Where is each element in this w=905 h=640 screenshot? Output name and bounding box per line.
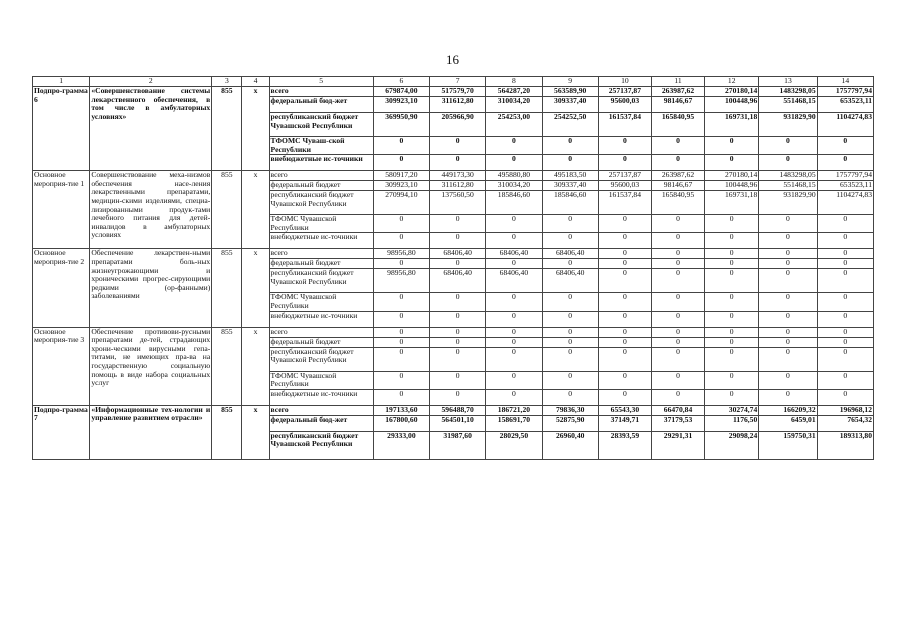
amount-cell: 311612,80 xyxy=(430,97,486,113)
amount-cell: 0 xyxy=(705,371,759,389)
amount-cell: 0 xyxy=(651,311,704,327)
amount-cell: 1104274,83 xyxy=(817,113,873,137)
amount-cell: 254253,00 xyxy=(486,113,542,137)
amount-cell: 0 xyxy=(598,327,651,337)
amount-cell: 0 xyxy=(759,293,817,311)
amount-cell: 0 xyxy=(542,155,598,171)
column-header: 13 xyxy=(759,77,817,87)
title-cell: Совершенствование меха-низмов обеспечения насе-ления лекарственными препаратами, медицин-скими изделиями, специа-лизированными продук-тами лечебного питания для детей-инвалидов в амбулаторных условиях xyxy=(90,171,212,249)
funding-source-cell: федеральный бюджет xyxy=(269,337,373,347)
program-cell: Подпро-грамма 6 xyxy=(33,87,90,171)
amount-cell: 0 xyxy=(486,293,542,311)
amount-cell: 0 xyxy=(705,347,759,371)
amount-cell: 0 xyxy=(486,347,542,371)
amount-cell: 0 xyxy=(430,155,486,171)
amount-cell: 0 xyxy=(430,337,486,347)
amount-cell: 0 xyxy=(817,311,873,327)
column-header: 3 xyxy=(212,77,242,87)
amount-cell: 653523,11 xyxy=(817,181,873,191)
column-header: 8 xyxy=(486,77,542,87)
amount-cell: 0 xyxy=(598,155,651,171)
amount-cell: 0 xyxy=(373,371,429,389)
amount-cell: 0 xyxy=(651,155,704,171)
x-cell: x xyxy=(242,327,269,405)
amount-cell: 0 xyxy=(486,327,542,337)
x-cell: x xyxy=(242,87,269,171)
funding-source-cell: федеральный бюд-жет xyxy=(269,415,373,431)
amount-cell: 0 xyxy=(430,137,486,155)
title-cell: «Совершенствование системы лекарственного обеспечения, в том числе в амбулаторных условиях» xyxy=(90,87,212,171)
amount-cell: 68406,40 xyxy=(430,269,486,293)
amount-cell: 185846,60 xyxy=(542,191,598,215)
funding-source-cell: внебюджетные ис-точники xyxy=(269,389,373,405)
amount-cell: 517579,70 xyxy=(430,87,486,97)
column-header: 6 xyxy=(373,77,429,87)
amount-cell: 197133,60 xyxy=(373,405,429,415)
amount-cell: 68406,40 xyxy=(430,249,486,259)
amount-cell: 0 xyxy=(705,293,759,311)
amount-cell: 0 xyxy=(486,311,542,327)
amount-cell: 0 xyxy=(705,337,759,347)
title-cell: Обеспечение лекарствен-ными препаратами боль-ных жизнеугрожающими и хроническими прогрес-сирующими редкими (ор-фанными) заболеваниями xyxy=(90,249,212,327)
funding-source-cell: ТФОМС Чувашской Республики xyxy=(269,215,373,233)
amount-cell: 0 xyxy=(705,215,759,233)
amount-cell: 931829,90 xyxy=(759,191,817,215)
amount-cell: 254252,50 xyxy=(542,113,598,137)
amount-cell: 30274,74 xyxy=(705,405,759,415)
amount-cell: 0 xyxy=(817,327,873,337)
amount-cell: 0 xyxy=(817,389,873,405)
funding-source-cell: федеральный бюджет xyxy=(269,259,373,269)
amount-cell: 0 xyxy=(542,389,598,405)
title-cell: «Информационные тех-нологии и управление развитием отрасли» xyxy=(90,405,212,459)
amount-cell: 263987,62 xyxy=(651,171,704,181)
funding-source-cell: ТФОМС Чуваш-ской Республики xyxy=(269,137,373,155)
amount-cell: 0 xyxy=(373,293,429,311)
amount-cell: 0 xyxy=(817,155,873,171)
amount-cell: 551468,15 xyxy=(759,97,817,113)
amount-cell: 185846,60 xyxy=(486,191,542,215)
table-row xyxy=(33,87,874,97)
amount-cell: 257137,87 xyxy=(598,87,651,97)
amount-cell: 309337,40 xyxy=(542,97,598,113)
amount-cell: 29333,00 xyxy=(373,431,429,459)
amount-cell: 0 xyxy=(651,269,704,293)
funding-source-cell: республиканский бюджет Чувашской Республики xyxy=(269,431,373,459)
amount-cell: 369950,90 xyxy=(373,113,429,137)
amount-cell: 580917,20 xyxy=(373,171,429,181)
amount-cell: 0 xyxy=(430,293,486,311)
amount-cell: 0 xyxy=(542,371,598,389)
funding-source-cell: федеральный бюд-жет xyxy=(269,97,373,113)
amount-cell: 7654,32 xyxy=(817,415,873,431)
amount-cell: 161537,84 xyxy=(598,113,651,137)
amount-cell: 0 xyxy=(486,155,542,171)
column-header: 2 xyxy=(90,77,212,87)
amount-cell: 165840,95 xyxy=(651,113,704,137)
column-header: 1 xyxy=(33,77,90,87)
amount-cell: 0 xyxy=(373,389,429,405)
amount-cell: 0 xyxy=(759,137,817,155)
amount-cell: 0 xyxy=(817,249,873,259)
amount-cell: 0 xyxy=(486,137,542,155)
amount-cell: 0 xyxy=(486,259,542,269)
amount-cell: 0 xyxy=(705,311,759,327)
program-cell: Основное мероприя-тие 3 xyxy=(33,327,90,405)
amount-cell: 137560,50 xyxy=(430,191,486,215)
budget-code-cell: 855 xyxy=(212,171,242,249)
funding-source-cell: всего xyxy=(269,87,373,97)
table-row xyxy=(33,171,874,181)
amount-cell: 0 xyxy=(759,371,817,389)
amount-cell: 196968,12 xyxy=(817,405,873,415)
amount-cell: 0 xyxy=(817,293,873,311)
amount-cell: 205966,90 xyxy=(430,113,486,137)
amount-cell: 0 xyxy=(430,259,486,269)
amount-cell: 0 xyxy=(651,233,704,249)
amount-cell: 0 xyxy=(373,311,429,327)
amount-cell: 0 xyxy=(705,269,759,293)
column-header: 14 xyxy=(817,77,873,87)
amount-cell: 158691,70 xyxy=(486,415,542,431)
column-header: 12 xyxy=(705,77,759,87)
amount-cell: 0 xyxy=(430,233,486,249)
amount-cell: 0 xyxy=(817,347,873,371)
amount-cell: 1483298,05 xyxy=(759,87,817,97)
funding-source-cell: всего xyxy=(269,171,373,181)
amount-cell: 0 xyxy=(430,371,486,389)
amount-cell: 0 xyxy=(598,215,651,233)
funding-source-cell: всего xyxy=(269,405,373,415)
amount-cell: 98956,80 xyxy=(373,249,429,259)
amount-cell: 98146,67 xyxy=(651,97,704,113)
amount-cell: 0 xyxy=(373,347,429,371)
amount-cell: 0 xyxy=(598,233,651,249)
amount-cell: 0 xyxy=(705,233,759,249)
budget-code-cell: 855 xyxy=(212,327,242,405)
amount-cell: 28393,59 xyxy=(598,431,651,459)
amount-cell: 0 xyxy=(759,259,817,269)
amount-cell: 0 xyxy=(542,337,598,347)
funding-source-cell: ТФОМС Чувашской Республики xyxy=(269,293,373,311)
x-cell: x xyxy=(242,405,269,459)
amount-cell: 270180,14 xyxy=(705,87,759,97)
amount-cell: 0 xyxy=(651,347,704,371)
amount-cell: 0 xyxy=(817,259,873,269)
amount-cell: 1104274,83 xyxy=(817,191,873,215)
amount-cell: 0 xyxy=(373,259,429,269)
funding-source-cell: всего xyxy=(269,249,373,259)
amount-cell: 0 xyxy=(759,347,817,371)
amount-cell: 52875,90 xyxy=(542,415,598,431)
amount-cell: 0 xyxy=(759,249,817,259)
table-body xyxy=(33,87,874,460)
program-cell: Подпро-грамма 7 xyxy=(33,405,90,459)
column-header: 9 xyxy=(542,77,598,87)
amount-cell: 0 xyxy=(373,137,429,155)
title-cell: Обеспечение противови-русными препаратами де-тей, страдающих хрони-ческими вирусными гепа-титами, не имеющих пра-ва на государственную социальную помощь в виде набора социальных услуг xyxy=(90,327,212,405)
amount-cell: 931829,90 xyxy=(759,113,817,137)
amount-cell: 37179,53 xyxy=(651,415,704,431)
amount-cell: 0 xyxy=(817,215,873,233)
page-number: 16 xyxy=(446,52,459,67)
column-header: 7 xyxy=(430,77,486,87)
funding-source-cell: республиканский бюджет Чувашской Республики xyxy=(269,113,373,137)
amount-cell: 0 xyxy=(817,233,873,249)
amount-cell: 0 xyxy=(759,215,817,233)
amount-cell: 0 xyxy=(598,371,651,389)
amount-cell: 28029,50 xyxy=(486,431,542,459)
amount-cell: 166209,32 xyxy=(759,405,817,415)
amount-cell: 0 xyxy=(486,337,542,347)
funding-source-cell: ТФОМС Чувашской Республики xyxy=(269,371,373,389)
amount-cell: 29098,24 xyxy=(705,431,759,459)
amount-cell: 1757797,94 xyxy=(817,87,873,97)
amount-cell: 0 xyxy=(705,155,759,171)
amount-cell: 309337,40 xyxy=(542,181,598,191)
program-cell: Основное мероприя-тие 1 xyxy=(33,171,90,249)
amount-cell: 100448,96 xyxy=(705,181,759,191)
amount-cell: 100448,96 xyxy=(705,97,759,113)
amount-cell: 449173,30 xyxy=(430,171,486,181)
amount-cell: 37149,71 xyxy=(598,415,651,431)
amount-cell: 563589,90 xyxy=(542,87,598,97)
amount-cell: 0 xyxy=(598,137,651,155)
amount-cell: 68406,40 xyxy=(486,249,542,259)
amount-cell: 95600,03 xyxy=(598,181,651,191)
amount-cell: 167800,60 xyxy=(373,415,429,431)
amount-cell: 98146,67 xyxy=(651,181,704,191)
amount-cell: 0 xyxy=(759,327,817,337)
amount-cell: 311612,80 xyxy=(430,181,486,191)
program-cell: Основное мероприя-тие 2 xyxy=(33,249,90,327)
amount-cell: 0 xyxy=(542,327,598,337)
amount-cell: 495183,50 xyxy=(542,171,598,181)
funding-source-cell: внебюджетные ис-точники xyxy=(269,155,373,171)
amount-cell: 0 xyxy=(759,389,817,405)
amount-cell: 310034,20 xyxy=(486,97,542,113)
amount-cell: 0 xyxy=(542,347,598,371)
column-header: 4 xyxy=(242,77,269,87)
amount-cell: 0 xyxy=(817,337,873,347)
amount-cell: 79836,30 xyxy=(542,405,598,415)
amount-cell: 161537,84 xyxy=(598,191,651,215)
amount-cell: 66470,84 xyxy=(651,405,704,415)
column-number-row xyxy=(33,77,874,87)
amount-cell: 310034,20 xyxy=(486,181,542,191)
amount-cell: 0 xyxy=(430,215,486,233)
amount-cell: 6459,01 xyxy=(759,415,817,431)
amount-cell: 0 xyxy=(651,249,704,259)
amount-cell: 29291,31 xyxy=(651,431,704,459)
amount-cell: 0 xyxy=(486,371,542,389)
amount-cell: 0 xyxy=(373,215,429,233)
amount-cell: 0 xyxy=(759,337,817,347)
amount-cell: 189313,80 xyxy=(817,431,873,459)
amount-cell: 0 xyxy=(486,389,542,405)
amount-cell: 309923,10 xyxy=(373,97,429,113)
amount-cell: 0 xyxy=(542,293,598,311)
x-cell: x xyxy=(242,171,269,249)
x-cell: x xyxy=(242,249,269,327)
amount-cell: 0 xyxy=(817,137,873,155)
amount-cell: 1757797,94 xyxy=(817,171,873,181)
amount-cell: 653523,11 xyxy=(817,97,873,113)
amount-cell: 1176,50 xyxy=(705,415,759,431)
amount-cell: 0 xyxy=(598,347,651,371)
amount-cell: 263987,62 xyxy=(651,87,704,97)
table-row xyxy=(33,327,874,337)
budget-table xyxy=(32,76,874,460)
funding-source-cell: республиканский бюджет Чувашской Республики xyxy=(269,191,373,215)
column-header: 11 xyxy=(651,77,704,87)
amount-cell: 0 xyxy=(598,293,651,311)
amount-cell: 0 xyxy=(651,137,704,155)
amount-cell: 0 xyxy=(598,269,651,293)
amount-cell: 0 xyxy=(759,311,817,327)
amount-cell: 169731,18 xyxy=(705,113,759,137)
amount-cell: 186721,20 xyxy=(486,405,542,415)
amount-cell: 0 xyxy=(651,327,704,337)
amount-cell: 564501,10 xyxy=(430,415,486,431)
budget-code-cell: 855 xyxy=(212,405,242,459)
amount-cell: 0 xyxy=(651,337,704,347)
amount-cell: 0 xyxy=(430,389,486,405)
amount-cell: 1483298,05 xyxy=(759,171,817,181)
table-row xyxy=(33,249,874,259)
amount-cell: 68406,40 xyxy=(542,269,598,293)
amount-cell: 31987,60 xyxy=(430,431,486,459)
amount-cell: 26960,40 xyxy=(542,431,598,459)
amount-cell: 0 xyxy=(651,293,704,311)
amount-cell: 0 xyxy=(373,337,429,347)
amount-cell: 0 xyxy=(705,389,759,405)
funding-source-cell: внебюджетные ис-точники xyxy=(269,311,373,327)
funding-source-cell: внебюджетные ис-точники xyxy=(269,233,373,249)
budget-code-cell: 855 xyxy=(212,87,242,171)
funding-source-cell: республиканский бюджет Чувашской Республики xyxy=(269,347,373,371)
amount-cell: 270994,10 xyxy=(373,191,429,215)
amount-cell: 564287,20 xyxy=(486,87,542,97)
amount-cell: 495880,80 xyxy=(486,171,542,181)
amount-cell: 0 xyxy=(430,311,486,327)
amount-cell: 169731,18 xyxy=(705,191,759,215)
amount-cell: 270180,14 xyxy=(705,171,759,181)
amount-cell: 0 xyxy=(817,269,873,293)
amount-cell: 0 xyxy=(598,259,651,269)
amount-cell: 0 xyxy=(542,259,598,269)
amount-cell: 0 xyxy=(759,233,817,249)
amount-cell: 159750,31 xyxy=(759,431,817,459)
amount-cell: 0 xyxy=(705,249,759,259)
amount-cell: 0 xyxy=(373,327,429,337)
amount-cell: 0 xyxy=(430,347,486,371)
amount-cell: 0 xyxy=(373,233,429,249)
amount-cell: 0 xyxy=(651,259,704,269)
amount-cell: 0 xyxy=(817,371,873,389)
amount-cell: 0 xyxy=(542,311,598,327)
amount-cell: 68406,40 xyxy=(486,269,542,293)
amount-cell: 0 xyxy=(598,337,651,347)
amount-cell: 0 xyxy=(705,137,759,155)
amount-cell: 0 xyxy=(430,327,486,337)
amount-cell: 95600,03 xyxy=(598,97,651,113)
amount-cell: 0 xyxy=(542,233,598,249)
amount-cell: 0 xyxy=(651,215,704,233)
amount-cell: 0 xyxy=(598,249,651,259)
amount-cell: 98956,80 xyxy=(373,269,429,293)
amount-cell: 0 xyxy=(651,389,704,405)
amount-cell: 0 xyxy=(542,215,598,233)
amount-cell: 0 xyxy=(486,215,542,233)
amount-cell: 0 xyxy=(759,269,817,293)
amount-cell: 309923,10 xyxy=(373,181,429,191)
amount-cell: 0 xyxy=(598,311,651,327)
amount-cell: 596488,70 xyxy=(430,405,486,415)
amount-cell: 0 xyxy=(542,137,598,155)
amount-cell: 0 xyxy=(705,327,759,337)
amount-cell: 551468,15 xyxy=(759,181,817,191)
amount-cell: 257137,87 xyxy=(598,171,651,181)
amount-cell: 0 xyxy=(651,371,704,389)
amount-cell: 68406,40 xyxy=(542,249,598,259)
column-header: 5 xyxy=(269,77,373,87)
table-row xyxy=(33,405,874,415)
amount-cell: 0 xyxy=(759,155,817,171)
amount-cell: 165840,95 xyxy=(651,191,704,215)
amount-cell: 0 xyxy=(486,233,542,249)
amount-cell: 0 xyxy=(598,389,651,405)
amount-cell: 0 xyxy=(705,259,759,269)
amount-cell: 65543,30 xyxy=(598,405,651,415)
funding-source-cell: всего xyxy=(269,327,373,337)
amount-cell: 679874,00 xyxy=(373,87,429,97)
funding-source-cell: федеральный бюджет xyxy=(269,181,373,191)
amount-cell: 0 xyxy=(373,155,429,171)
funding-source-cell: республиканский бюджет Чувашской Республики xyxy=(269,269,373,293)
budget-code-cell: 855 xyxy=(212,249,242,327)
column-header: 10 xyxy=(598,77,651,87)
